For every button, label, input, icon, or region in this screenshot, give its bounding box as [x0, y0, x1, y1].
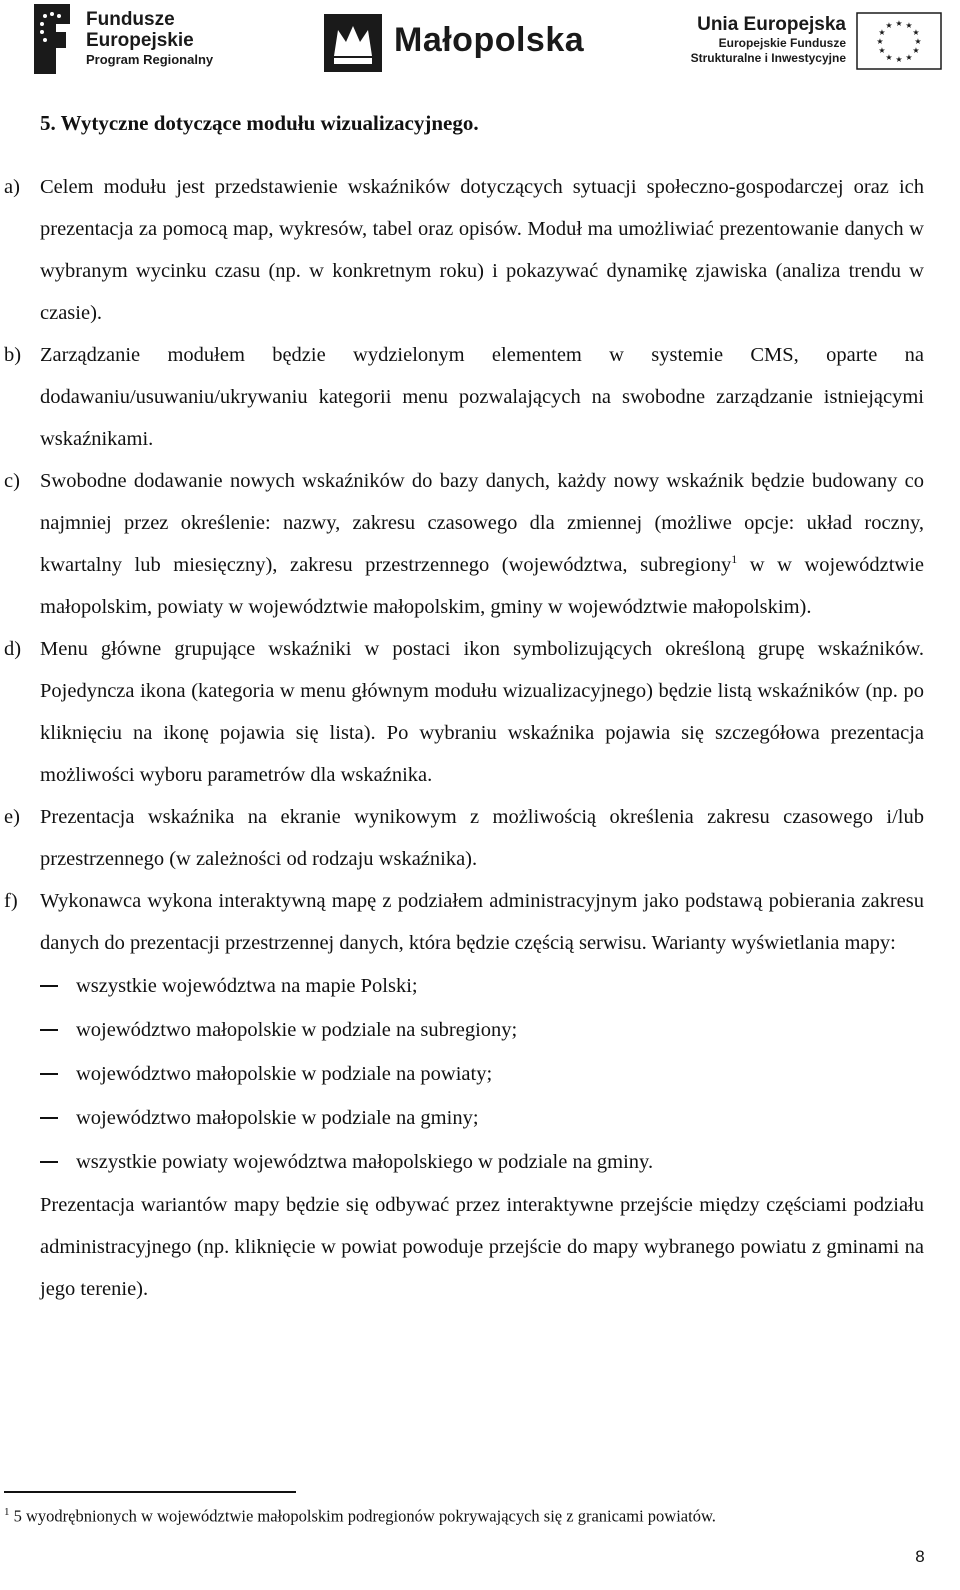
map-variant-item [0, 964, 924, 1008]
logo-center-text: Małopolska [394, 21, 585, 59]
list-marker: d) [4, 638, 22, 660]
logo-left-line2: Europejskie [86, 30, 194, 51]
svg-text:★: ★ [912, 46, 920, 55]
malopolska-logo [322, 12, 612, 74]
svg-text:★: ★ [905, 53, 913, 62]
malopolska-crown-icon [322, 12, 384, 74]
fundusze-europejskie-logo [30, 2, 230, 76]
list-item-b [0, 334, 924, 460]
list-marker: e) [4, 806, 20, 828]
logo-left-line1: Fundusze [86, 9, 175, 30]
map-variant-text: wszystkie województwa na mapie Polski; [76, 975, 418, 997]
svg-text:★: ★ [912, 28, 920, 37]
map-variant-item [0, 1140, 924, 1184]
svg-text:★: ★ [876, 37, 884, 46]
logo-right-line3: Strukturalne i Inwestycyjne [690, 51, 846, 65]
fundusze-europejskie-flag-icon [30, 2, 74, 76]
map-variant-text: wszystkie powiaty województwa małopolskiego w podziale na gminy. [76, 1151, 654, 1173]
dash-bullet-icon [40, 1073, 58, 1075]
list-item-text: Wykonawca wykona interaktywną mapę z podziałem administracyjnym jako podstawą pobierania zakresu danych do prezentacji przestrzennej danych, która będzie częścią serwisu. Warianty wyświetlania mapy: [40, 890, 924, 954]
dash-bullet-icon [40, 1029, 58, 1031]
footnote-number: 1 [4, 1506, 10, 1518]
logo-left-line3: Program Regionalny [86, 52, 214, 67]
list-item-c [0, 460, 924, 628]
map-variant-text: województwo małopolskie w podziale na gminy; [76, 1107, 479, 1129]
footnote-text: 5 wyodrębnionych w województwie małopolskim podregionów pokrywających się z granicami powiatów. [9, 1506, 716, 1526]
list-item-f [0, 880, 924, 964]
list-marker: c) [4, 470, 20, 492]
dash-bullet-icon [40, 1161, 58, 1163]
logo-right-line1: Unia Europejska [697, 14, 846, 35]
svg-text:★: ★ [885, 53, 893, 62]
map-variant-item [0, 1052, 924, 1096]
eu-flag-icon [856, 12, 942, 70]
list-marker: f) [4, 890, 18, 912]
list-marker: a) [4, 176, 20, 198]
closing-paragraph: Prezentacja wariantów mapy będzie się odbywać przez interaktywne przejście między częściami podziału administracyjnego (np. kliknięcie w powiat powoduje przejście do mapy wybranego powiatu z gminami na jego terenie). [40, 1194, 924, 1300]
list-item-text: Celem modułu jest przedstawienie wskaźników dotyczących sytuacji społeczno-gospodarczej oraz ich prezentacja za pomocą map, wykresów, tabel oraz opisów. Moduł ma umożliwiać prezentowanie danych w wybranym wycinku czasu (np. w konkretnym roku) i pokazywać dynamikę zjawiska (analiza trendu w czasie). [40, 176, 924, 324]
dash-bullet-icon [40, 1117, 58, 1119]
svg-text:★: ★ [878, 46, 886, 55]
list-item-d [0, 628, 924, 796]
footnote [4, 1500, 944, 1529]
unia-europejska-logo [676, 10, 946, 76]
map-variants-list [0, 964, 960, 1184]
logo-right-line2: Europejskie Fundusze [718, 36, 846, 50]
header-logo-bar [0, 0, 960, 86]
page-number: 8 [915, 1547, 925, 1566]
svg-text:★: ★ [895, 19, 903, 28]
list-item-text: Zarządzanie modułem będzie wydzielonym elementem w systemie CMS, oparte na dodawaniu/usuwaniu/ukrywaniu kategorii menu pozwalających na swobodne zarządzanie istniejącymi wskaźnikami. [40, 344, 924, 450]
footnote-separator [4, 1491, 296, 1493]
map-variant-text: województwo małopolskie w podziale na subregiony; [76, 1019, 518, 1041]
map-variant-text: województwo małopolskie w podziale na powiaty; [76, 1063, 493, 1085]
list-item-text: Prezentacja wskaźnika na ekranie wynikowym z możliwością określenia zakresu czasowego i/lub przestrzennego (w zależności od rodzaju wskaźnika). [40, 806, 924, 870]
svg-text:★: ★ [885, 21, 893, 30]
dash-bullet-icon [40, 985, 58, 987]
list-item-text: Menu główne grupujące wskaźniki w postaci ikon symbolizujących określoną grupę wskaźników. Pojedyncza ikona (kategoria w menu głównym modułu wizualizacyjnego) będzie listą wskaźników (np. po kliknięciu na ikonę pojawia się lista). Po wybraniu wskaźnika pojawia się szczegółowa prezentacja możliwości wyboru parametrów dla wskaźnika. [40, 638, 924, 786]
section-heading: 5. Wytyczne dotyczące modułu wizualizacyjnego. [40, 111, 479, 135]
svg-text:★: ★ [878, 28, 886, 37]
list-marker: b) [4, 344, 22, 366]
list-item-a [0, 166, 924, 334]
svg-text:★: ★ [895, 55, 903, 64]
footnote-reference[interactable]: 1 [731, 552, 738, 567]
section-content [0, 166, 960, 1310]
list-item-text: Swobodne dodawanie nowych wskaźników do bazy danych, każdy nowy wskaźnik będzie budowany co najmniej przez określenie: nazwy, zakresu czasowego dla zmiennej (możliwe opcje: układ roczny, kwartalny lub miesięczny), zakresu przestrzennego (województwa, subregiony [40, 470, 924, 576]
svg-text:★: ★ [914, 37, 922, 46]
map-variant-item [0, 1008, 924, 1052]
svg-text:★: ★ [905, 21, 913, 30]
list-item-e [0, 796, 924, 880]
list-item-text-continued: w w województwie małopolskim, powiaty w województwie małopolskim, gminy w województwie małopolskim). [40, 554, 925, 618]
map-variant-item [0, 1096, 924, 1140]
